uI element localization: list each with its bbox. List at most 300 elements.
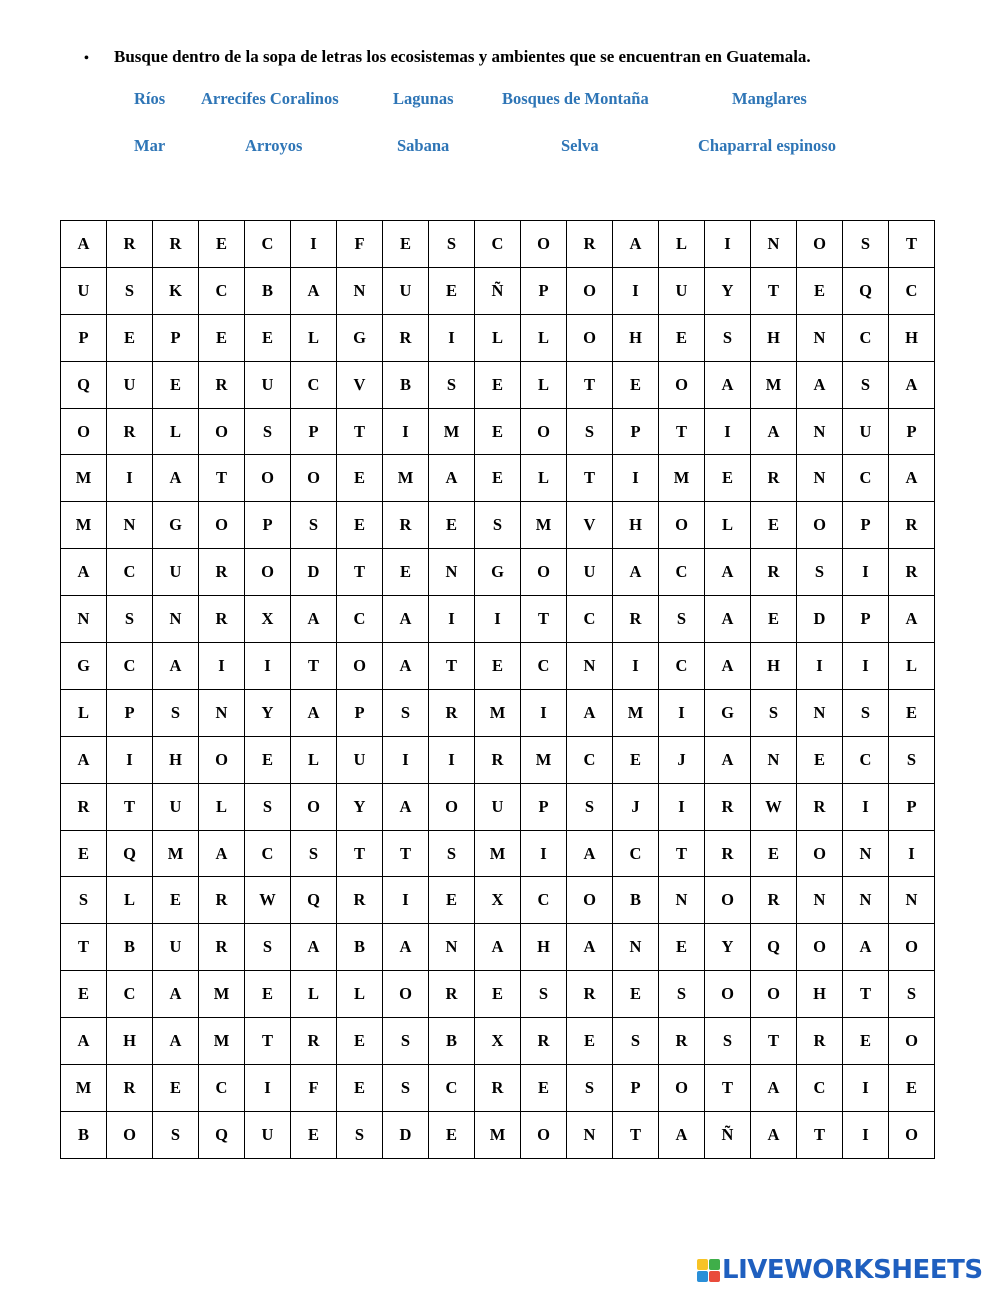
grid-cell[interactable]: A (797, 361, 843, 408)
grid-cell[interactable]: B (245, 267, 291, 314)
grid-cell[interactable]: S (429, 361, 475, 408)
grid-cell[interactable]: E (843, 1018, 889, 1065)
grid-cell[interactable]: C (245, 830, 291, 877)
grid-cell[interactable]: R (659, 1018, 705, 1065)
grid-cell[interactable]: O (383, 971, 429, 1018)
grid-cell[interactable]: R (199, 549, 245, 596)
grid-cell[interactable]: R (429, 971, 475, 1018)
grid-cell[interactable]: M (61, 1065, 107, 1112)
grid-cell[interactable]: C (199, 267, 245, 314)
grid-cell[interactable]: Ñ (475, 267, 521, 314)
grid-cell[interactable]: I (843, 1111, 889, 1158)
grid-cell[interactable]: I (521, 689, 567, 736)
grid-cell[interactable]: O (751, 971, 797, 1018)
grid-cell[interactable]: B (613, 877, 659, 924)
grid-cell[interactable]: S (291, 502, 337, 549)
grid-cell[interactable]: O (337, 643, 383, 690)
grid-cell[interactable]: C (475, 221, 521, 268)
grid-cell[interactable]: A (61, 736, 107, 783)
grid-cell[interactable]: S (659, 971, 705, 1018)
grid-cell[interactable]: C (107, 643, 153, 690)
grid-cell[interactable]: N (429, 549, 475, 596)
grid-cell[interactable]: P (843, 596, 889, 643)
grid-cell[interactable]: D (797, 596, 843, 643)
grid-cell[interactable]: O (659, 502, 705, 549)
grid-cell[interactable]: I (843, 643, 889, 690)
grid-cell[interactable]: A (429, 455, 475, 502)
grid-cell[interactable]: E (337, 502, 383, 549)
grid-cell[interactable]: E (751, 596, 797, 643)
grid-cell[interactable]: E (107, 314, 153, 361)
grid-cell[interactable]: E (429, 1111, 475, 1158)
grid-cell[interactable]: R (567, 221, 613, 268)
grid-cell[interactable]: D (291, 549, 337, 596)
grid-cell[interactable]: A (705, 596, 751, 643)
grid-cell[interactable]: E (61, 971, 107, 1018)
grid-cell[interactable]: I (797, 643, 843, 690)
grid-cell[interactable]: E (613, 736, 659, 783)
grid-cell[interactable]: T (107, 783, 153, 830)
grid-cell[interactable]: A (383, 924, 429, 971)
grid-cell[interactable]: I (613, 455, 659, 502)
grid-cell[interactable]: L (475, 314, 521, 361)
grid-cell[interactable]: C (797, 1065, 843, 1112)
grid-cell[interactable]: A (705, 361, 751, 408)
grid-cell[interactable]: S (889, 971, 935, 1018)
grid-cell[interactable]: R (705, 783, 751, 830)
grid-cell[interactable]: G (705, 689, 751, 736)
grid-cell[interactable]: T (705, 1065, 751, 1112)
grid-cell[interactable]: E (383, 221, 429, 268)
grid-cell[interactable]: I (889, 830, 935, 877)
grid-cell[interactable]: T (751, 1018, 797, 1065)
grid-cell[interactable]: E (475, 971, 521, 1018)
grid-cell[interactable]: R (107, 1065, 153, 1112)
grid-cell[interactable]: Q (843, 267, 889, 314)
grid-cell[interactable]: A (659, 1111, 705, 1158)
grid-cell[interactable]: E (567, 1018, 613, 1065)
grid-cell[interactable]: E (429, 877, 475, 924)
grid-cell[interactable]: L (61, 689, 107, 736)
grid-cell[interactable]: O (61, 408, 107, 455)
grid-cell[interactable]: T (337, 549, 383, 596)
grid-cell[interactable]: T (429, 643, 475, 690)
grid-cell[interactable]: P (337, 689, 383, 736)
grid-cell[interactable]: P (889, 408, 935, 455)
grid-cell[interactable]: O (521, 549, 567, 596)
grid-cell[interactable]: M (475, 689, 521, 736)
grid-cell[interactable]: G (475, 549, 521, 596)
grid-cell[interactable]: C (843, 314, 889, 361)
grid-cell[interactable]: S (475, 502, 521, 549)
grid-cell[interactable]: N (429, 924, 475, 971)
grid-cell[interactable]: H (613, 314, 659, 361)
grid-cell[interactable]: H (613, 502, 659, 549)
grid-cell[interactable]: T (199, 455, 245, 502)
grid-cell[interactable]: I (429, 596, 475, 643)
grid-cell[interactable]: A (291, 267, 337, 314)
grid-cell[interactable]: P (889, 783, 935, 830)
grid-cell[interactable]: I (107, 736, 153, 783)
grid-cell[interactable]: E (153, 877, 199, 924)
grid-cell[interactable]: S (153, 689, 199, 736)
grid-cell[interactable]: H (751, 314, 797, 361)
grid-cell[interactable]: B (383, 361, 429, 408)
grid-cell[interactable]: T (567, 361, 613, 408)
grid-cell[interactable]: A (613, 549, 659, 596)
grid-cell[interactable]: T (337, 408, 383, 455)
grid-cell[interactable]: L (659, 221, 705, 268)
grid-cell[interactable]: N (567, 1111, 613, 1158)
grid-cell[interactable]: E (429, 502, 475, 549)
grid-cell[interactable]: V (567, 502, 613, 549)
grid-cell[interactable]: C (521, 877, 567, 924)
grid-cell[interactable]: T (383, 830, 429, 877)
grid-cell[interactable]: S (705, 1018, 751, 1065)
grid-cell[interactable]: X (475, 877, 521, 924)
grid-cell[interactable]: E (521, 1065, 567, 1112)
grid-cell[interactable]: T (291, 643, 337, 690)
grid-cell[interactable]: A (567, 689, 613, 736)
grid-cell[interactable]: U (245, 361, 291, 408)
grid-cell[interactable]: V (337, 361, 383, 408)
grid-cell[interactable]: A (567, 924, 613, 971)
grid-cell[interactable]: A (291, 689, 337, 736)
grid-cell[interactable]: R (153, 221, 199, 268)
grid-cell[interactable]: S (521, 971, 567, 1018)
grid-cell[interactable]: N (153, 596, 199, 643)
grid-cell[interactable]: E (245, 971, 291, 1018)
grid-cell[interactable]: A (153, 643, 199, 690)
grid-cell[interactable]: G (61, 643, 107, 690)
grid-cell[interactable]: G (153, 502, 199, 549)
grid-cell[interactable]: T (843, 971, 889, 1018)
grid-cell[interactable]: M (199, 971, 245, 1018)
grid-cell[interactable]: S (843, 689, 889, 736)
grid-cell[interactable]: I (659, 783, 705, 830)
grid-cell[interactable]: O (659, 1065, 705, 1112)
grid-cell[interactable]: E (429, 267, 475, 314)
grid-cell[interactable]: R (107, 408, 153, 455)
grid-cell[interactable]: A (61, 549, 107, 596)
grid-cell[interactable]: R (199, 596, 245, 643)
grid-cell[interactable]: H (889, 314, 935, 361)
grid-cell[interactable]: A (475, 924, 521, 971)
grid-cell[interactable]: F (291, 1065, 337, 1112)
grid-cell[interactable]: A (383, 783, 429, 830)
grid-cell[interactable]: P (291, 408, 337, 455)
grid-cell[interactable]: I (245, 1065, 291, 1112)
grid-cell[interactable]: I (613, 267, 659, 314)
grid-cell[interactable]: U (659, 267, 705, 314)
grid-cell[interactable]: S (383, 1065, 429, 1112)
grid-cell[interactable]: J (613, 783, 659, 830)
grid-cell[interactable]: O (889, 1111, 935, 1158)
grid-cell[interactable]: L (291, 314, 337, 361)
grid-cell[interactable]: N (61, 596, 107, 643)
grid-cell[interactable]: N (797, 314, 843, 361)
grid-cell[interactable]: O (107, 1111, 153, 1158)
grid-cell[interactable]: R (199, 924, 245, 971)
grid-cell[interactable]: A (153, 1018, 199, 1065)
grid-cell[interactable]: N (751, 736, 797, 783)
grid-cell[interactable]: Y (245, 689, 291, 736)
grid-cell[interactable]: L (705, 502, 751, 549)
grid-cell[interactable]: R (705, 830, 751, 877)
grid-cell[interactable]: C (429, 1065, 475, 1112)
grid-cell[interactable]: U (245, 1111, 291, 1158)
grid-cell[interactable]: B (107, 924, 153, 971)
grid-cell[interactable]: R (613, 596, 659, 643)
grid-cell[interactable]: O (245, 455, 291, 502)
grid-cell[interactable]: M (521, 736, 567, 783)
grid-cell[interactable]: M (659, 455, 705, 502)
grid-cell[interactable]: O (199, 408, 245, 455)
grid-cell[interactable]: S (843, 361, 889, 408)
grid-cell[interactable]: O (705, 877, 751, 924)
grid-cell[interactable]: I (383, 877, 429, 924)
grid-cell[interactable]: C (107, 549, 153, 596)
grid-cell[interactable]: N (199, 689, 245, 736)
grid-cell[interactable]: U (153, 783, 199, 830)
grid-cell[interactable]: C (843, 455, 889, 502)
grid-cell[interactable]: A (383, 643, 429, 690)
grid-cell[interactable]: O (889, 924, 935, 971)
grid-cell[interactable]: O (521, 221, 567, 268)
grid-cell[interactable]: T (659, 408, 705, 455)
grid-cell[interactable]: L (153, 408, 199, 455)
grid-cell[interactable]: G (337, 314, 383, 361)
grid-cell[interactable]: P (521, 783, 567, 830)
grid-cell[interactable]: L (521, 455, 567, 502)
grid-cell[interactable]: C (567, 596, 613, 643)
grid-cell[interactable]: R (797, 1018, 843, 1065)
grid-cell[interactable]: A (751, 1111, 797, 1158)
grid-cell[interactable]: O (199, 736, 245, 783)
grid-cell[interactable]: M (751, 361, 797, 408)
grid-cell[interactable]: U (61, 267, 107, 314)
grid-cell[interactable]: R (751, 455, 797, 502)
grid-cell[interactable]: L (337, 971, 383, 1018)
grid-cell[interactable]: A (751, 408, 797, 455)
grid-cell[interactable]: S (107, 267, 153, 314)
grid-cell[interactable]: I (705, 221, 751, 268)
grid-cell[interactable]: C (521, 643, 567, 690)
grid-cell[interactable]: M (429, 408, 475, 455)
grid-cell[interactable]: T (889, 221, 935, 268)
grid-cell[interactable]: I (429, 736, 475, 783)
grid-cell[interactable]: S (567, 783, 613, 830)
grid-cell[interactable]: M (61, 455, 107, 502)
grid-cell[interactable]: N (889, 877, 935, 924)
grid-cell[interactable]: U (567, 549, 613, 596)
grid-cell[interactable]: M (383, 455, 429, 502)
grid-cell[interactable]: E (475, 455, 521, 502)
grid-cell[interactable]: O (291, 455, 337, 502)
grid-cell[interactable]: U (383, 267, 429, 314)
grid-cell[interactable]: T (659, 830, 705, 877)
grid-cell[interactable]: E (613, 971, 659, 1018)
grid-cell[interactable]: O (797, 221, 843, 268)
grid-cell[interactable]: L (521, 361, 567, 408)
grid-cell[interactable]: Q (107, 830, 153, 877)
grid-cell[interactable]: O (567, 267, 613, 314)
grid-cell[interactable]: O (889, 1018, 935, 1065)
grid-cell[interactable]: R (889, 549, 935, 596)
grid-cell[interactable]: R (107, 221, 153, 268)
grid-cell[interactable]: U (153, 924, 199, 971)
grid-cell[interactable]: S (567, 1065, 613, 1112)
grid-cell[interactable]: S (613, 1018, 659, 1065)
grid-cell[interactable]: L (107, 877, 153, 924)
grid-cell[interactable]: L (291, 971, 337, 1018)
grid-cell[interactable]: Q (199, 1111, 245, 1158)
grid-cell[interactable]: S (153, 1111, 199, 1158)
grid-cell[interactable]: O (521, 1111, 567, 1158)
grid-cell[interactable]: U (475, 783, 521, 830)
grid-cell[interactable]: K (153, 267, 199, 314)
grid-cell[interactable]: E (475, 408, 521, 455)
grid-cell[interactable]: A (199, 830, 245, 877)
grid-cell[interactable]: C (567, 736, 613, 783)
grid-cell[interactable]: I (843, 1065, 889, 1112)
grid-cell[interactable]: E (61, 830, 107, 877)
grid-cell[interactable]: C (245, 221, 291, 268)
grid-cell[interactable]: N (751, 221, 797, 268)
grid-cell[interactable]: R (337, 877, 383, 924)
grid-cell[interactable]: S (659, 596, 705, 643)
grid-cell[interactable]: S (567, 408, 613, 455)
grid-cell[interactable]: A (61, 1018, 107, 1065)
grid-cell[interactable]: P (61, 314, 107, 361)
grid-cell[interactable]: U (843, 408, 889, 455)
grid-cell[interactable]: E (337, 1065, 383, 1112)
grid-cell[interactable]: I (843, 783, 889, 830)
grid-cell[interactable]: M (61, 502, 107, 549)
grid-cell[interactable]: R (521, 1018, 567, 1065)
grid-cell[interactable]: I (199, 643, 245, 690)
grid-cell[interactable]: T (567, 455, 613, 502)
grid-cell[interactable]: E (751, 830, 797, 877)
grid-cell[interactable]: R (199, 877, 245, 924)
grid-cell[interactable]: E (153, 361, 199, 408)
grid-cell[interactable]: J (659, 736, 705, 783)
grid-cell[interactable]: C (199, 1065, 245, 1112)
grid-cell[interactable]: E (199, 314, 245, 361)
grid-cell[interactable]: C (889, 267, 935, 314)
grid-cell[interactable]: Y (705, 267, 751, 314)
grid-cell[interactable]: I (705, 408, 751, 455)
grid-cell[interactable]: P (613, 1065, 659, 1112)
grid-cell[interactable]: L (291, 736, 337, 783)
grid-cell[interactable]: X (475, 1018, 521, 1065)
grid-cell[interactable]: E (751, 502, 797, 549)
grid-cell[interactable]: U (337, 736, 383, 783)
grid-cell[interactable]: N (567, 643, 613, 690)
grid-cell[interactable]: E (797, 736, 843, 783)
grid-cell[interactable]: B (429, 1018, 475, 1065)
grid-cell[interactable]: S (705, 314, 751, 361)
grid-cell[interactable]: N (797, 877, 843, 924)
grid-cell[interactable]: O (797, 830, 843, 877)
grid-cell[interactable]: S (429, 221, 475, 268)
grid-cell[interactable]: A (153, 455, 199, 502)
grid-cell[interactable]: M (475, 1111, 521, 1158)
grid-cell[interactable]: U (107, 361, 153, 408)
grid-cell[interactable]: N (107, 502, 153, 549)
grid-cell[interactable]: S (337, 1111, 383, 1158)
grid-cell[interactable]: N (613, 924, 659, 971)
grid-cell[interactable]: M (521, 502, 567, 549)
grid-cell[interactable]: A (613, 221, 659, 268)
grid-cell[interactable]: S (245, 408, 291, 455)
grid-cell[interactable]: I (659, 689, 705, 736)
grid-cell[interactable]: B (61, 1111, 107, 1158)
grid-cell[interactable]: C (659, 549, 705, 596)
grid-cell[interactable]: B (337, 924, 383, 971)
grid-cell[interactable]: N (337, 267, 383, 314)
grid-cell[interactable]: E (889, 689, 935, 736)
grid-cell[interactable]: P (245, 502, 291, 549)
grid-cell[interactable]: N (659, 877, 705, 924)
grid-cell[interactable]: L (199, 783, 245, 830)
grid-cell[interactable]: M (199, 1018, 245, 1065)
grid-cell[interactable]: X (245, 596, 291, 643)
grid-cell[interactable]: E (245, 314, 291, 361)
grid-cell[interactable]: E (475, 361, 521, 408)
grid-cell[interactable]: E (199, 221, 245, 268)
grid-cell[interactable]: S (889, 736, 935, 783)
grid-cell[interactable]: A (889, 455, 935, 502)
grid-cell[interactable]: T (751, 267, 797, 314)
grid-cell[interactable]: H (751, 643, 797, 690)
grid-cell[interactable]: S (751, 689, 797, 736)
grid-cell[interactable]: I (475, 596, 521, 643)
grid-cell[interactable]: D (383, 1111, 429, 1158)
grid-cell[interactable]: W (245, 877, 291, 924)
grid-cell[interactable]: O (521, 408, 567, 455)
grid-cell[interactable]: A (705, 549, 751, 596)
grid-cell[interactable]: T (245, 1018, 291, 1065)
grid-cell[interactable]: T (613, 1111, 659, 1158)
grid-cell[interactable]: N (797, 455, 843, 502)
grid-cell[interactable]: A (61, 221, 107, 268)
grid-cell[interactable]: Y (337, 783, 383, 830)
grid-cell[interactable]: R (567, 971, 613, 1018)
grid-cell[interactable]: R (475, 1065, 521, 1112)
grid-cell[interactable]: O (567, 314, 613, 361)
grid-cell[interactable]: R (751, 549, 797, 596)
grid-cell[interactable]: A (889, 361, 935, 408)
grid-cell[interactable]: Ñ (705, 1111, 751, 1158)
grid-cell[interactable]: S (843, 221, 889, 268)
grid-cell[interactable]: A (889, 596, 935, 643)
grid-cell[interactable]: R (475, 736, 521, 783)
grid-cell[interactable]: C (659, 643, 705, 690)
grid-cell[interactable]: C (107, 971, 153, 1018)
grid-cell[interactable]: I (107, 455, 153, 502)
grid-cell[interactable]: R (61, 783, 107, 830)
grid-cell[interactable]: S (61, 877, 107, 924)
grid-cell[interactable]: P (107, 689, 153, 736)
grid-cell[interactable]: A (153, 971, 199, 1018)
grid-cell[interactable]: T (337, 830, 383, 877)
grid-cell[interactable]: L (521, 314, 567, 361)
grid-cell[interactable]: S (797, 549, 843, 596)
grid-cell[interactable]: F (337, 221, 383, 268)
grid-cell[interactable]: R (383, 314, 429, 361)
grid-cell[interactable]: P (843, 502, 889, 549)
